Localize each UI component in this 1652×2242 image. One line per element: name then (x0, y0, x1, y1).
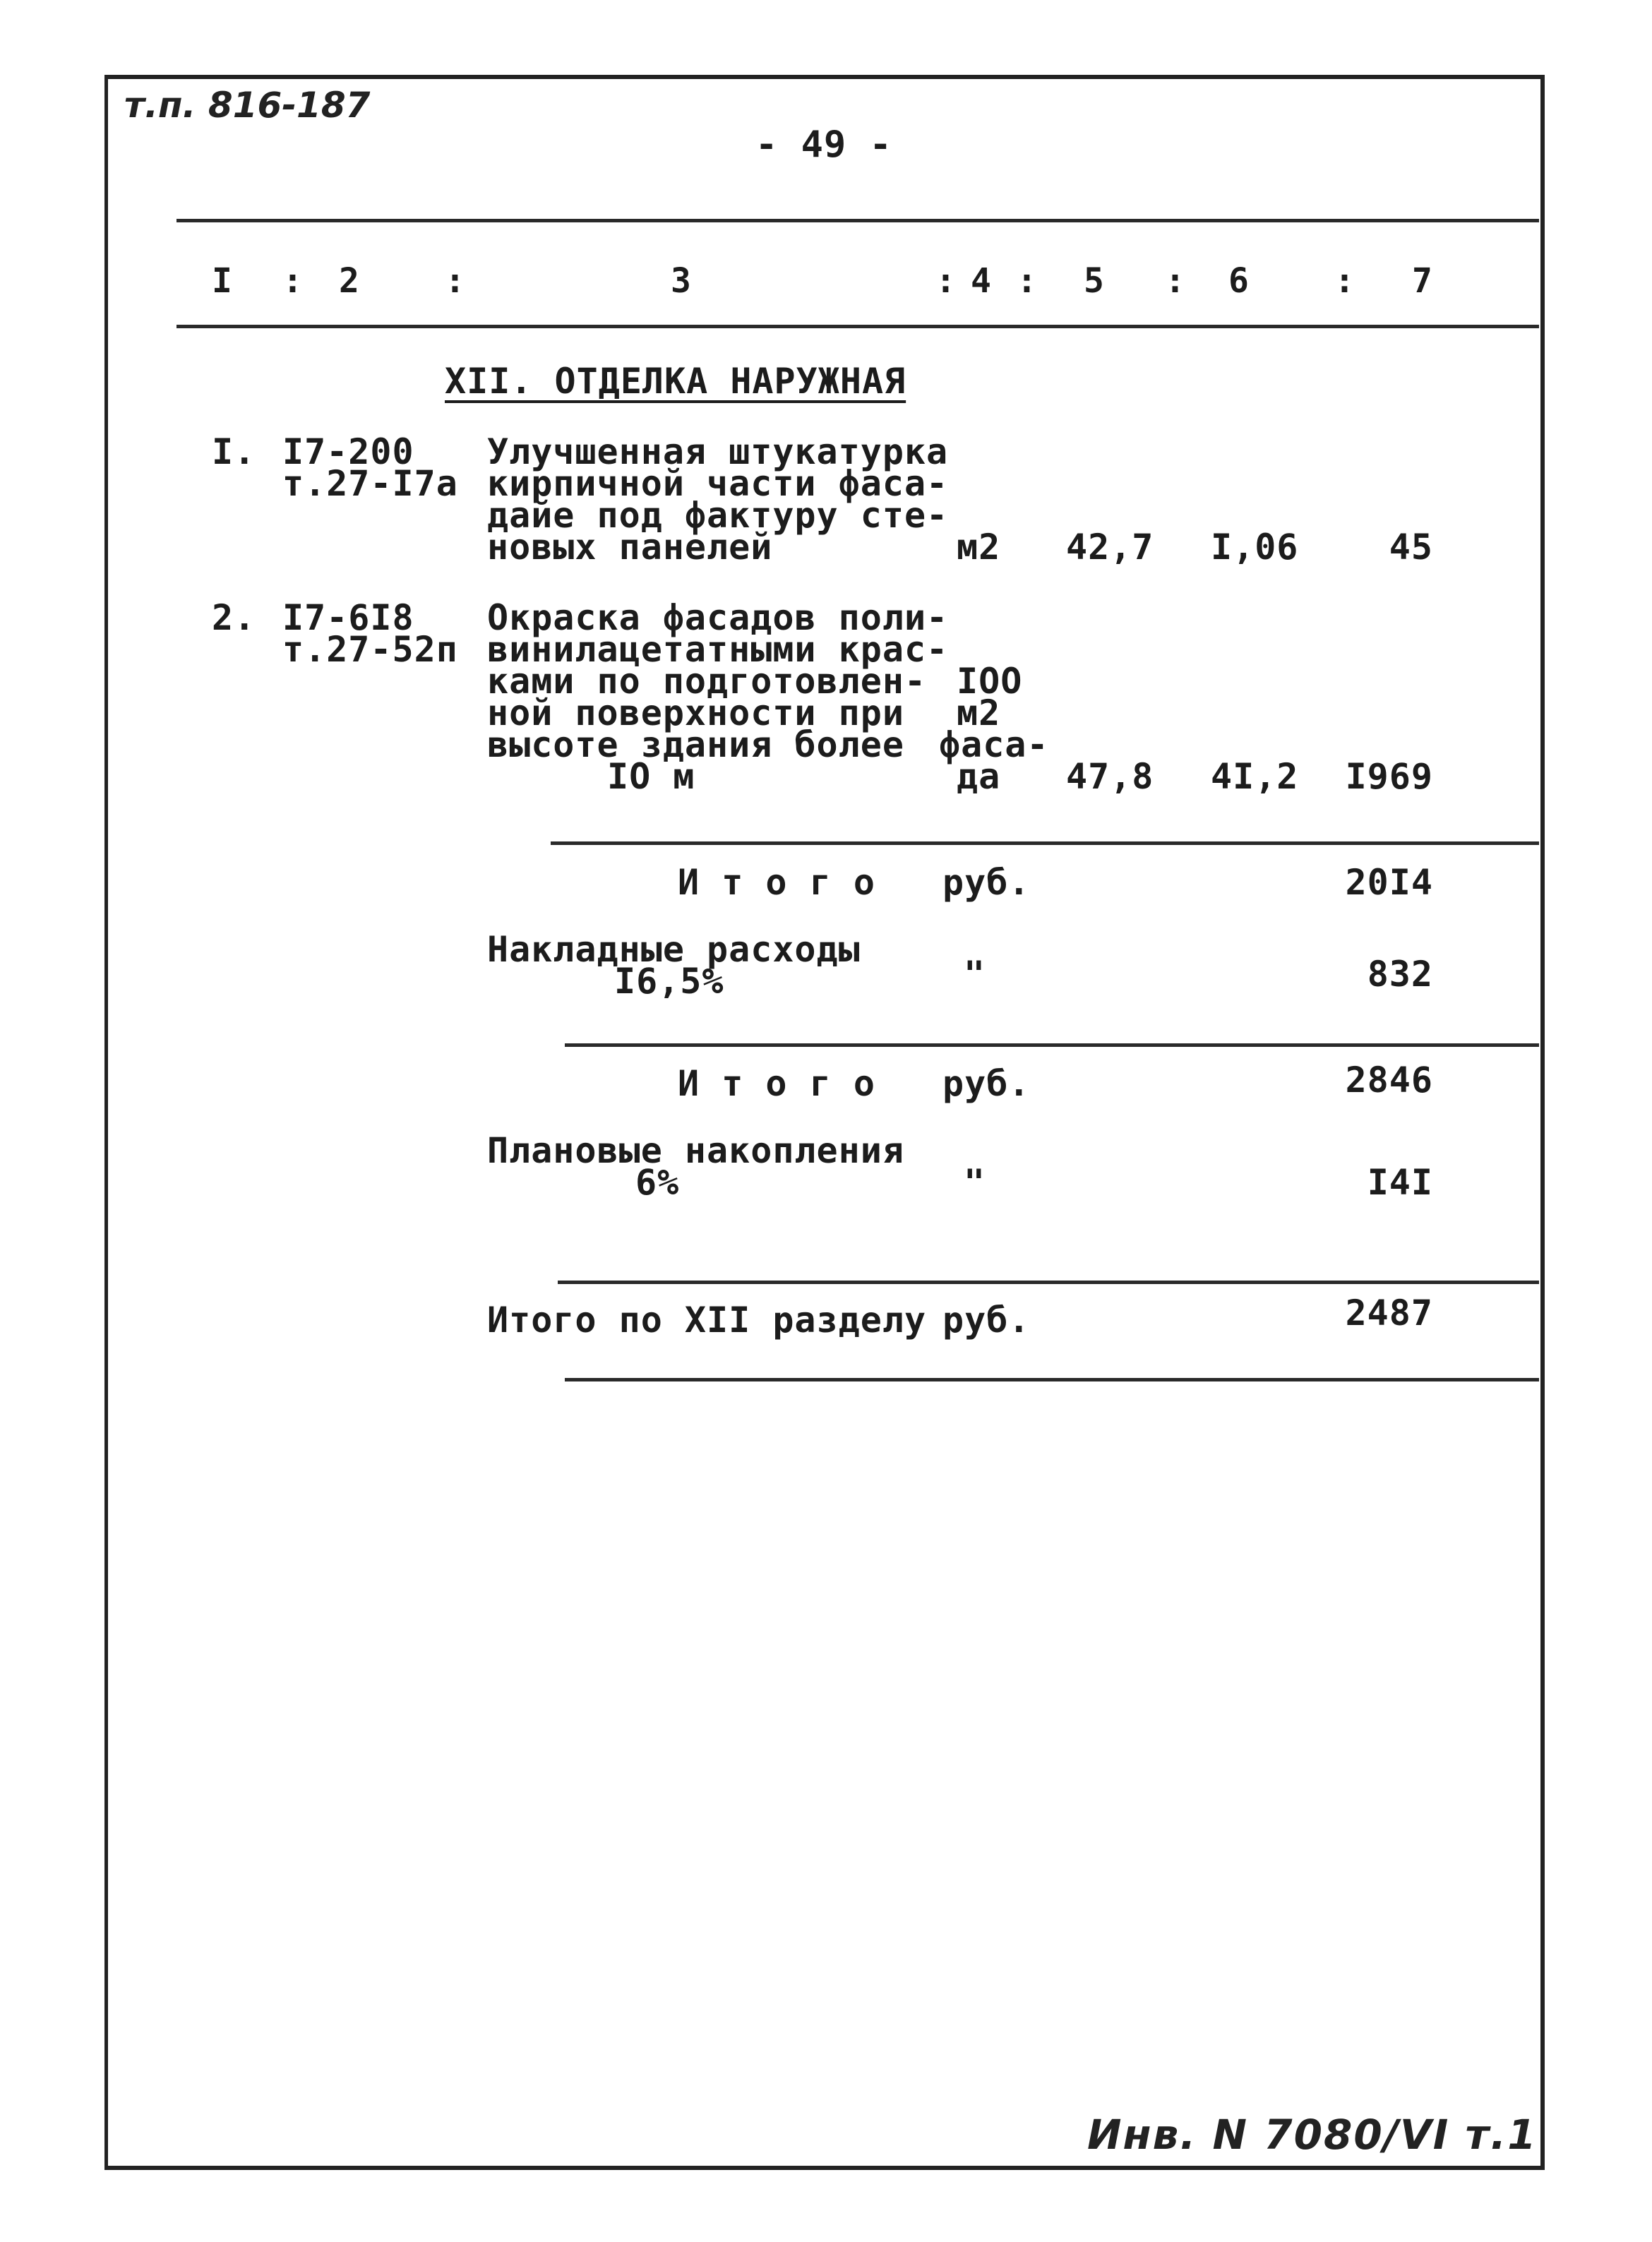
header-top-rule (176, 219, 1539, 222)
row-description-line: дайе под фактуру сте- (487, 495, 949, 536)
row-description-line: ной поверхности при (487, 693, 904, 733)
row-description-line: высоте здания более (487, 724, 904, 765)
row-code: I7-200 (282, 431, 414, 472)
summary-total: 2846 (1345, 1060, 1433, 1101)
summary-rule (565, 1043, 1539, 1047)
row-unit: да (957, 756, 1001, 797)
row-description-line: винилацетатными крас- (487, 629, 949, 670)
col-separator: : (935, 261, 956, 301)
row-description-line: новых панелей (487, 527, 773, 568)
col-header-3: 3 (671, 261, 691, 301)
col-separator: : (1334, 261, 1355, 301)
row-description-line: кирпичной части фаса- (487, 463, 949, 504)
summary-unit: " (964, 954, 986, 995)
row-unit: м2 (957, 527, 1001, 568)
summary-total: 832 (1367, 954, 1433, 995)
col-header-1: I (212, 261, 232, 301)
row-code-table: т.27-I7а (282, 463, 458, 504)
row-description-line: ками по подготовлен- (487, 661, 927, 702)
row-number: I. (212, 431, 256, 472)
summary-rule (558, 1281, 1539, 1284)
summary-unit: руб. (942, 1063, 1031, 1104)
col-separator: : (445, 261, 465, 301)
row-quantity: 42,7 (1066, 527, 1154, 568)
row-unit: фаса- (939, 724, 1049, 765)
row-code-table: т.27-52п (282, 629, 458, 670)
col-header-6: 6 (1228, 261, 1249, 301)
summary-rate: 6% (635, 1162, 680, 1203)
section-title: XII. ОТДЕЛКА НАРУЖНАЯ (445, 361, 906, 402)
row-number: 2. (212, 597, 256, 638)
row-unit: IOO (957, 661, 1023, 702)
summary-unit: " (964, 1162, 986, 1203)
row-description-line: Улучшенная штукатурка (487, 431, 949, 472)
row-unit-price: 4I,2 (1211, 756, 1299, 797)
summary-label: Накладные расходы (487, 929, 861, 970)
row-unit: м2 (957, 693, 1001, 733)
row-total: 45 (1389, 527, 1433, 568)
summary-total: 2487 (1345, 1293, 1433, 1333)
row-code: I7-6I8 (282, 597, 414, 638)
summary-unit: руб. (942, 862, 1031, 903)
row-unit-price: I,06 (1211, 527, 1299, 568)
summary-label: И т о г о (678, 862, 875, 903)
row-quantity: 47,8 (1066, 756, 1154, 797)
summary-rule (551, 841, 1539, 845)
inventory-stamp: Инв. N 7080/VI т.1 (1087, 2111, 1538, 2159)
row-description-line: Окраска фасадов поли- (487, 597, 949, 638)
col-header-7: 7 (1412, 261, 1432, 301)
summary-rate: I6,5% (614, 961, 724, 1002)
col-separator: : (282, 261, 303, 301)
row-total: I969 (1345, 756, 1433, 797)
header-bottom-rule (176, 325, 1539, 328)
summary-total: 20I4 (1345, 862, 1433, 903)
page-number: - 49 - (755, 124, 892, 166)
summary-unit: руб. (942, 1300, 1031, 1341)
col-header-2: 2 (339, 261, 359, 301)
summary-total: I4I (1367, 1162, 1433, 1203)
col-separator: : (1017, 261, 1037, 301)
summary-label: Итого по XII разделу (487, 1300, 927, 1341)
summary-label: И т о г о (678, 1063, 875, 1104)
summary-rule (565, 1378, 1539, 1381)
summary-label: Плановые накопления (487, 1130, 904, 1171)
col-header-4: 4 (971, 261, 991, 301)
document-code: т.п. 816-187 (124, 85, 371, 126)
col-header-5: 5 (1084, 261, 1104, 301)
row-description-line: IO м (607, 756, 695, 797)
col-separator: : (1165, 261, 1185, 301)
